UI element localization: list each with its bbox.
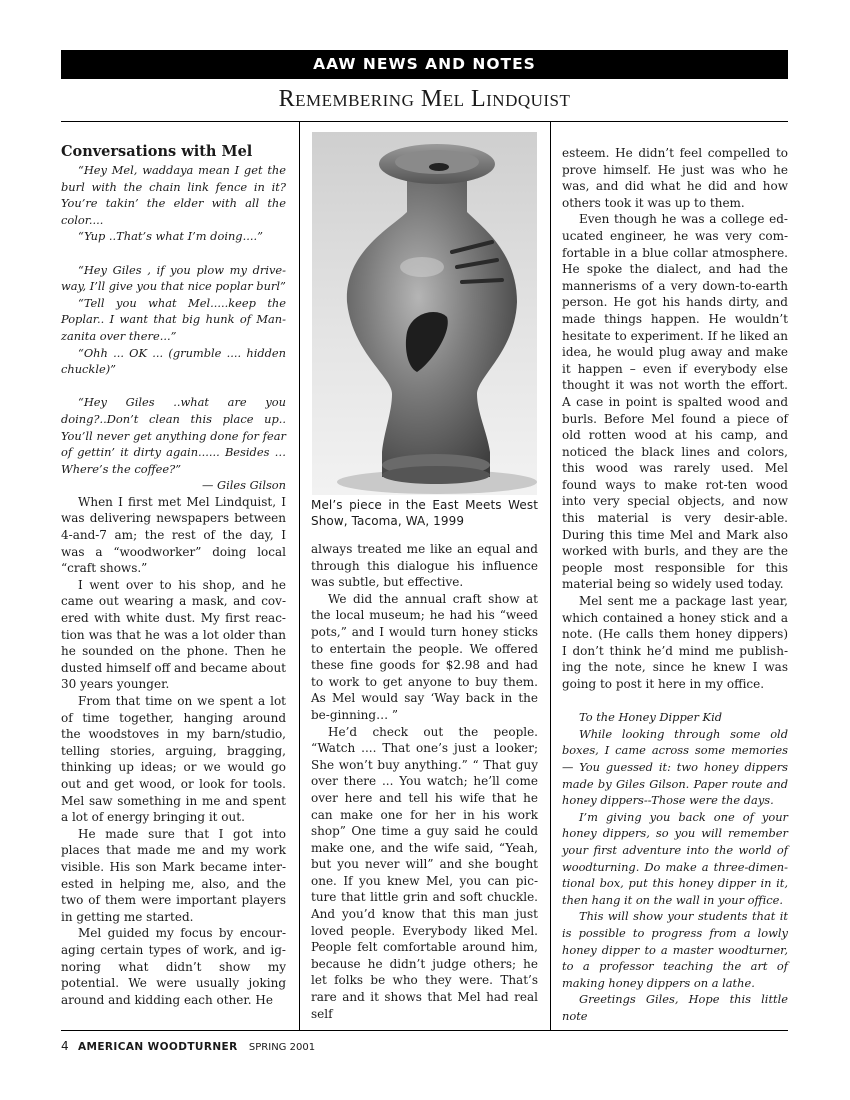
body-paragraph: esteem. He didn’t feel compelled to prove himself. He just was who he was, and did what he did and how others took it was up to them. <box>562 146 788 210</box>
bottom-rule <box>61 1030 788 1031</box>
body-paragraph: From that time on we spent a lot of time together, hanging around the woodstoves in my barn/studio, telling stories, arguing, bragging, thinking up ideas; or we would go out and get wood, or look for tools. Mel saw something in me and spent a lot of energy bringing it out. <box>61 694 286 825</box>
note-paragraph: I’m giving you back one of your honey dippers, so you will remember your first adventure into the world of woodturning. Do make a three-dimen-tional box, put this honey dipper in it, then hang it on the wall in your office. <box>562 809 788 907</box>
column-3 <box>562 145 788 1024</box>
photo-caption: Mel’s piece in the East Meets West Show, Tacoma, WA, 1999 <box>311 498 538 528</box>
dialogue-line: “Hey Giles , if you plow my drive-way, I’ll give you that nice poplar burl” <box>61 262 286 294</box>
attribution: — Giles Gilson <box>201 478 286 493</box>
top-rule <box>61 121 788 122</box>
body-paragraph: Even though he was a college ed-ucated engineer, he was very com-fortable in a blue collar atmosphere. He spoke the dialect, and had the mannerisms of a very down-to-earth person. He got his hands dirty, and made things happen. He wouldn’t hesitate to experiment. If he liked an idea, he would plug away and make it happen – even if everybody else thought it was not worth the effort. A case in point is spalted wood and burls. Before Mel found a piece of old rotten wood at his camp, and noticed the black lines and colors, this wood was rarely used. Mel found ways to make rot-ten wood into very special objects, and now this material is very desir-able. During this time Mel and Mark also worked with burls, and they are the people most responsible for this material being so widely used today. <box>562 212 788 592</box>
body-paragraph: Mel sent me a package last year, which contained a honey stick and a note. (He calls them honey dippers) I don’t think he’d mind me publish-ing the note, since he knew I was going to post it here in my office. <box>562 594 788 691</box>
vase-photo <box>312 132 537 495</box>
body-paragraph: I went over to his shop, and he came out wearing a mask, and cov-ered with white dust. My first reac-tion was that he was a lot older than he sounded on the phone. Then he dusted himself off and became about 30 years younger. <box>61 577 286 692</box>
body-paragraph: We did the annual craft show at the local museum; he had his “weed pots,” and I would turn honey sticks to entertain the people. We offered these fine goods for $2.98 and had to work to get anyone to buy them. As Mel would say ‘Way back in the be-ginning… ” <box>311 591 538 722</box>
dialogue-line: “Hey Mel, waddaya mean I get the burl with the chain link fence in it? You’re takin’ the elder with all the color.... <box>61 163 286 227</box>
article-title: Remembering Mel Lindquist <box>278 86 571 112</box>
body-paragraph: always treated me like an equal and through this dialogue his influence was subtle, but effective. <box>311 542 538 590</box>
sidebar-heading: Conversations with Mel <box>61 143 253 160</box>
dialogue-line: “Ohh ... OK ... (grumble .... hidden chuckle)” <box>61 345 286 377</box>
note-paragraph: While looking through some old boxes, I came across some memories — You guessed it: two honey dippers made by Giles Gilson. Paper route and honey dippers--Those were the days. <box>562 726 788 808</box>
page-number: 4 <box>61 1039 69 1053</box>
magazine-name: AMERICAN WOODTURNER <box>77 1041 238 1053</box>
dialogue-line: “Yup ..That’s what I’m doing....” <box>78 229 263 244</box>
body-paragraph: He made sure that I got into places that made me and my work visible. His son Mark became inter-ested in helping me, also, and the two of them were important players in getting me started. <box>61 826 286 924</box>
note-paragraph: Greetings Giles, Hope this little note <box>562 992 788 1023</box>
dialogue-line: “Tell you what Mel.....keep the Poplar.. I want that big hunk of Man-zanita over there...” <box>61 295 286 343</box>
body-paragraph: He’d check out the people. “Watch .... That one’s just a looker; She won’t buy anything.” “ That guy over there ... You watch; he’ll come over here and tell his wife that he can make one for her in his work shop” One time a guy said he could make one, and the wife said, “Yeah, but you never will” and she bought one. If you knew Mel, you can pic-ture that little grin and soft chuckle. And you’d know that this man just loved people. Everybody liked Mel. People felt comfortable around him, because he didn’t judge others; he let folks be who they were. That’s rare and it shows that Mel had real self <box>311 724 538 1021</box>
note-salutation: To the Honey Dipper Kid <box>579 710 722 725</box>
note-paragraph: This will show your students that it is possible to progress from a lowly honey dipper to a master woodturner, to a professor teaching the art of making honey dippers on a lathe. <box>562 909 788 990</box>
column-divider-1 <box>299 121 300 1030</box>
column-2 <box>311 541 538 1022</box>
column-1 <box>61 143 286 1008</box>
section-banner: AAW NEWS AND NOTES <box>61 50 788 79</box>
column-divider-2 <box>550 121 551 1030</box>
burl-vase-illustration <box>312 132 537 495</box>
body-paragraph: When I first met Mel Lindquist, I was delivering newspapers between 4-and-7 am; the rest of the day, I was a “woodworker” doing local “craft shows.” <box>61 494 286 576</box>
issue-date: SPRING 2001 <box>248 1042 316 1053</box>
body-paragraph: Mel guided my focus by encour-aging certain types of work, and ig-noring what didn’t show my potential. We were usually joking around and kidding each other. He <box>61 926 286 1007</box>
dialogue-line: “Hey Giles ..what are you doing?..Don’t clean this place up.. You’ll never get anything done for fear of gettin’ it dirty again...... Besides … Where’s the coffee?” <box>61 395 286 476</box>
page-footer <box>61 1039 315 1053</box>
